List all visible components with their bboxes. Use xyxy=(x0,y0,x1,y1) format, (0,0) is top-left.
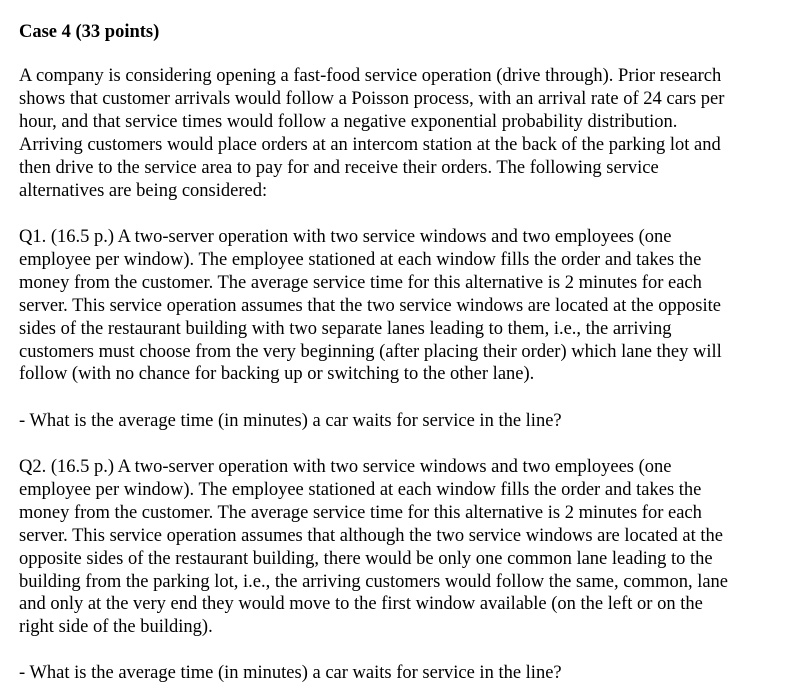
q1-line: employee per window). The employee stationed at each window fills the order and takes the xyxy=(19,249,702,270)
intro-line: hour, and that service times would follow a negative exponential probability distribution. xyxy=(19,111,678,132)
intro-line: shows that customer arrivals would follow a Poisson process, with an arrival rate of 24 cars per xyxy=(19,88,725,109)
q2-paragraph xyxy=(19,456,728,639)
q2-question-line: - What is the average time (in minutes) a car waits for service in the line? xyxy=(19,663,562,683)
q2-line: server. This service operation assumes that although the two service windows are located at the xyxy=(19,525,723,546)
q1-question-line: - What is the average time (in minutes) a car waits for service in the line? xyxy=(19,411,562,431)
q2-line: right side of the building). xyxy=(19,617,213,638)
q2-line: money from the customer. The average service time for this alternative is 2 minutes for each xyxy=(19,502,702,523)
q1-question xyxy=(19,410,562,433)
intro-line: A company is considering opening a fast-food service operation (drive through). Prior research xyxy=(19,66,722,86)
q1-paragraph xyxy=(19,226,722,386)
intro-line: alternatives are being considered: xyxy=(19,180,268,201)
q2-question xyxy=(19,662,562,685)
intro-line: then drive to the service area to pay for and receive their orders. The following service xyxy=(19,157,659,178)
intro-paragraph xyxy=(19,65,724,202)
intro-line: Arriving customers would place orders at an intercom station at the back of the parking lot and xyxy=(19,134,721,155)
q2-line: building from the parking lot, i.e., the arriving customers would follow the same, common, lane xyxy=(19,571,729,592)
q1-line: server. This service operation assumes that the two service windows are located at the opposite xyxy=(19,295,721,316)
q1-line: follow (with no chance for backing up or switching to the other lane). xyxy=(19,364,535,385)
q1-line: customers must choose from the very beginning (after placing their order) which lane they will xyxy=(19,341,722,362)
q2-line: and only at the very end they would move to the first window available (on the left or on the xyxy=(19,594,703,615)
q2-line: opposite sides of the restaurant building, there would be only one common lane leading to the xyxy=(19,548,713,569)
q1-line: Q1. (16.5 p.) A two-server operation with two service windows and two employees (one xyxy=(19,227,672,247)
q2-line: Q2. (16.5 p.) A two-server operation with two service windows and two employees (one xyxy=(19,457,672,477)
q2-line: employee per window). The employee stationed at each window fills the order and takes the xyxy=(19,479,702,500)
case-heading: Case 4 (33 points) xyxy=(19,22,160,42)
q1-line: money from the customer. The average service time for this alternative is 2 minutes for each xyxy=(19,272,702,293)
q1-line: sides of the restaurant building with two separate lanes leading to them, i.e., the arriving xyxy=(19,318,672,339)
